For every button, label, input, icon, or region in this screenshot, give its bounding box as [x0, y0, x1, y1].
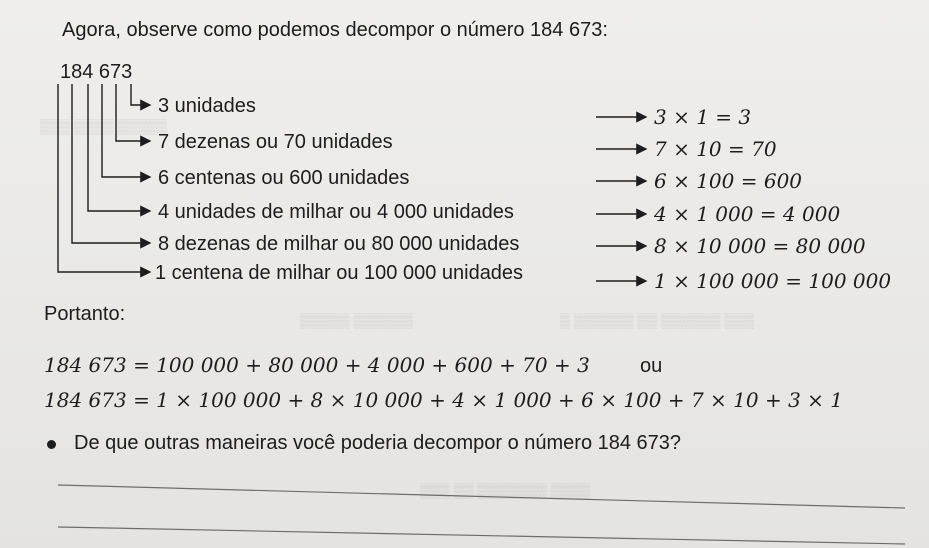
decomposition-label-2: 7 dezenas ou 70 unidades	[158, 131, 393, 153]
connector-ten-thousands	[72, 84, 150, 243]
connector-units	[131, 84, 150, 105]
or-connector: ou	[640, 355, 663, 377]
intro-text: Agora, observe como podemos decompor o número 184 673:	[62, 19, 608, 41]
additive-decomposition: 184 673 = 100 000 + 80 000 + 4 000 + 600 + 70 + 3	[44, 353, 590, 377]
show-through-text: ▒▒▒▒ ▒▒▒▒▒▒▒ ▒▒ ▒▒▒	[420, 482, 591, 498]
decomposition-label-3: 6 centenas ou 600 unidades	[158, 167, 410, 189]
answer-line-2	[58, 527, 905, 544]
product-5: 8 × 10 000 = 80 000	[654, 234, 866, 258]
product-4: 4 × 1 000 = 4 000	[654, 202, 841, 226]
decomposition-label-5: 8 dezenas de milhar ou 80 000 unidades	[158, 233, 520, 255]
portanto-heading: Portanto:	[44, 303, 126, 325]
product-6: 1 × 100 000 = 100 000	[654, 269, 892, 293]
exercise-question: De que outras maneiras você poderia decompor o número 184 673?	[74, 432, 682, 454]
show-through-text: ▒▒▒▒▒ ▒▒▒▒ ▒▒▒	[40, 118, 167, 134]
show-through-text: ▒▒▒ ▒▒▒▒▒▒ ▒▒ ▒▒▒▒▒▒ ▒	[560, 312, 755, 328]
product-2: 7 × 10 = 70	[654, 137, 777, 161]
product-1: 3 × 1 = 3	[654, 105, 752, 129]
connector-tens	[116, 84, 150, 141]
decomposition-label-1: 3 unidades	[158, 95, 256, 117]
connector-thousands	[88, 84, 150, 211]
decomposition-label-6: 1 centena de milhar ou 100 000 unidades	[155, 262, 524, 284]
multiplicative-decomposition: 184 673 = 1 × 100 000 + 8 × 10 000 + 4 × 1 000 + 6 × 100 + 7 × 10 + 3 × 1	[44, 388, 844, 412]
decomposition-label-4: 4 unidades de milhar ou 4 000 unidades	[158, 201, 514, 223]
show-through-text: ▒▒▒▒▒▒ ▒▒▒▒▒	[300, 312, 413, 328]
product-3: 6 × 100 = 600	[654, 169, 803, 193]
answer-line-1	[58, 485, 905, 508]
bullet-icon	[47, 440, 56, 449]
connector-hundreds	[102, 84, 150, 177]
decomposed-number: 184 673	[60, 61, 133, 83]
